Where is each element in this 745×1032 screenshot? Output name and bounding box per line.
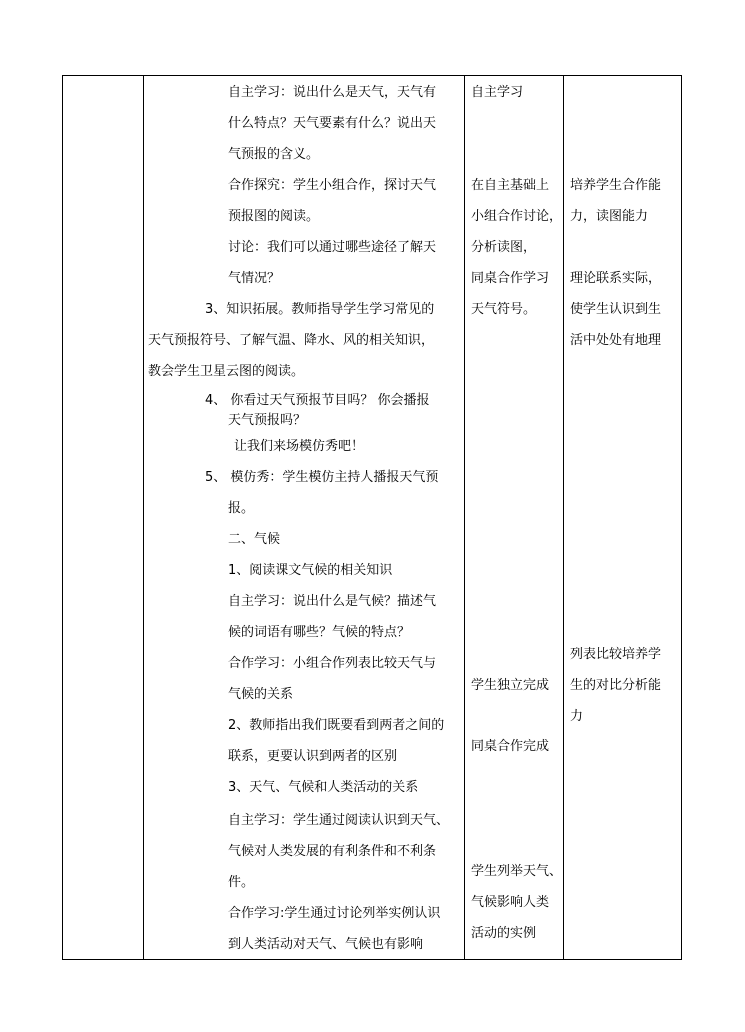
content-line: 天气预报符号、了解气温、降水、风的相关知识， xyxy=(148,333,435,348)
content-line: 二、气候 xyxy=(228,532,281,547)
content-line: 自主学习：学生通过阅读认识到天气、 xyxy=(228,813,450,828)
activity-line: 活动的实例 xyxy=(471,926,537,941)
content-line: 气预报的含义。 xyxy=(228,147,320,162)
content-line: 气候对人类发展的有利条件和不利条 xyxy=(228,844,437,859)
intent-line: 使学生认识到生 xyxy=(570,302,662,317)
content-line: 4、 你看过天气预报节目吗？ 你会播报 xyxy=(205,393,430,408)
content-line: 让我们来场模仿秀吧！ xyxy=(234,439,365,454)
intent-line: 生的对比分析能 xyxy=(570,678,662,693)
content-line: 件。 xyxy=(228,875,255,890)
activity-line: 天气符号。 xyxy=(471,302,537,317)
content-line: 合作探究：学生小组合作，探讨天气 xyxy=(228,178,437,193)
intent-line: 力，读图能力 xyxy=(570,209,649,224)
content-line: 候的词语有哪些？气候的特点？ xyxy=(228,625,411,640)
content-line: 自主学习：说出什么是天气，天气有 xyxy=(228,85,437,100)
content-line: 2、教师指出我们既要看到两者之间的 xyxy=(228,718,445,733)
intent-line: 活中处处有地理 xyxy=(570,333,662,348)
intent-line: 列表比较培养学 xyxy=(570,647,662,662)
content-line: 3、知识拓展。教师指导学生学习常见的 xyxy=(205,302,435,317)
content-line: 5、 模仿秀：学生模仿主持人播报天气预 xyxy=(205,470,439,485)
content-line: 报。 xyxy=(228,501,255,516)
content-line: 什么特点？天气要素有什么？说出天 xyxy=(228,116,437,131)
activity-line: 同桌合作学习 xyxy=(471,271,550,286)
intent-line: 理论联系实际， xyxy=(570,271,662,286)
activity-line: 小组合作讨论， xyxy=(471,209,563,224)
content-line: 联系，更要认识到两者的区别 xyxy=(228,749,398,764)
activity-line: 自主学习 xyxy=(471,85,524,100)
activity-line: 同桌合作完成 xyxy=(471,739,550,754)
column-divider xyxy=(143,76,144,959)
activity-line: 学生独立完成 xyxy=(471,678,550,693)
content-line: 天气预报吗？ xyxy=(228,413,307,428)
content-line: 1、阅读课文气候的相关知识 xyxy=(228,563,393,578)
content-line: 到人类活动对天气、气候也有影响 xyxy=(228,937,424,952)
content-line: 气情况？ xyxy=(228,271,281,286)
activity-line: 分析读图， xyxy=(471,240,537,255)
intent-line: 培养学生合作能 xyxy=(570,178,662,193)
column-divider xyxy=(563,76,564,959)
activity-line: 在自主基础上 xyxy=(471,178,550,193)
column-divider xyxy=(464,76,465,959)
content-line: 教会学生卫星云图的阅读。 xyxy=(148,364,305,379)
activity-line: 气候影响人类 xyxy=(471,895,550,910)
content-line: 自主学习：说出什么是气候？描述气 xyxy=(228,594,437,609)
content-line: 气候的关系 xyxy=(228,687,294,702)
content-line: 讨论：我们可以通过哪些途径了解天 xyxy=(228,240,437,255)
content-line: 合作学习:学生通过讨论列举实例认识 xyxy=(228,906,441,921)
content-line: 3、天气、气候和人类活动的关系 xyxy=(228,780,419,795)
content-line: 合作学习：小组合作列表比较天气与 xyxy=(228,656,437,671)
content-line: 预报图的阅读。 xyxy=(228,209,320,224)
activity-line: 学生列举天气、 xyxy=(471,864,563,879)
intent-line: 力 xyxy=(570,709,584,724)
